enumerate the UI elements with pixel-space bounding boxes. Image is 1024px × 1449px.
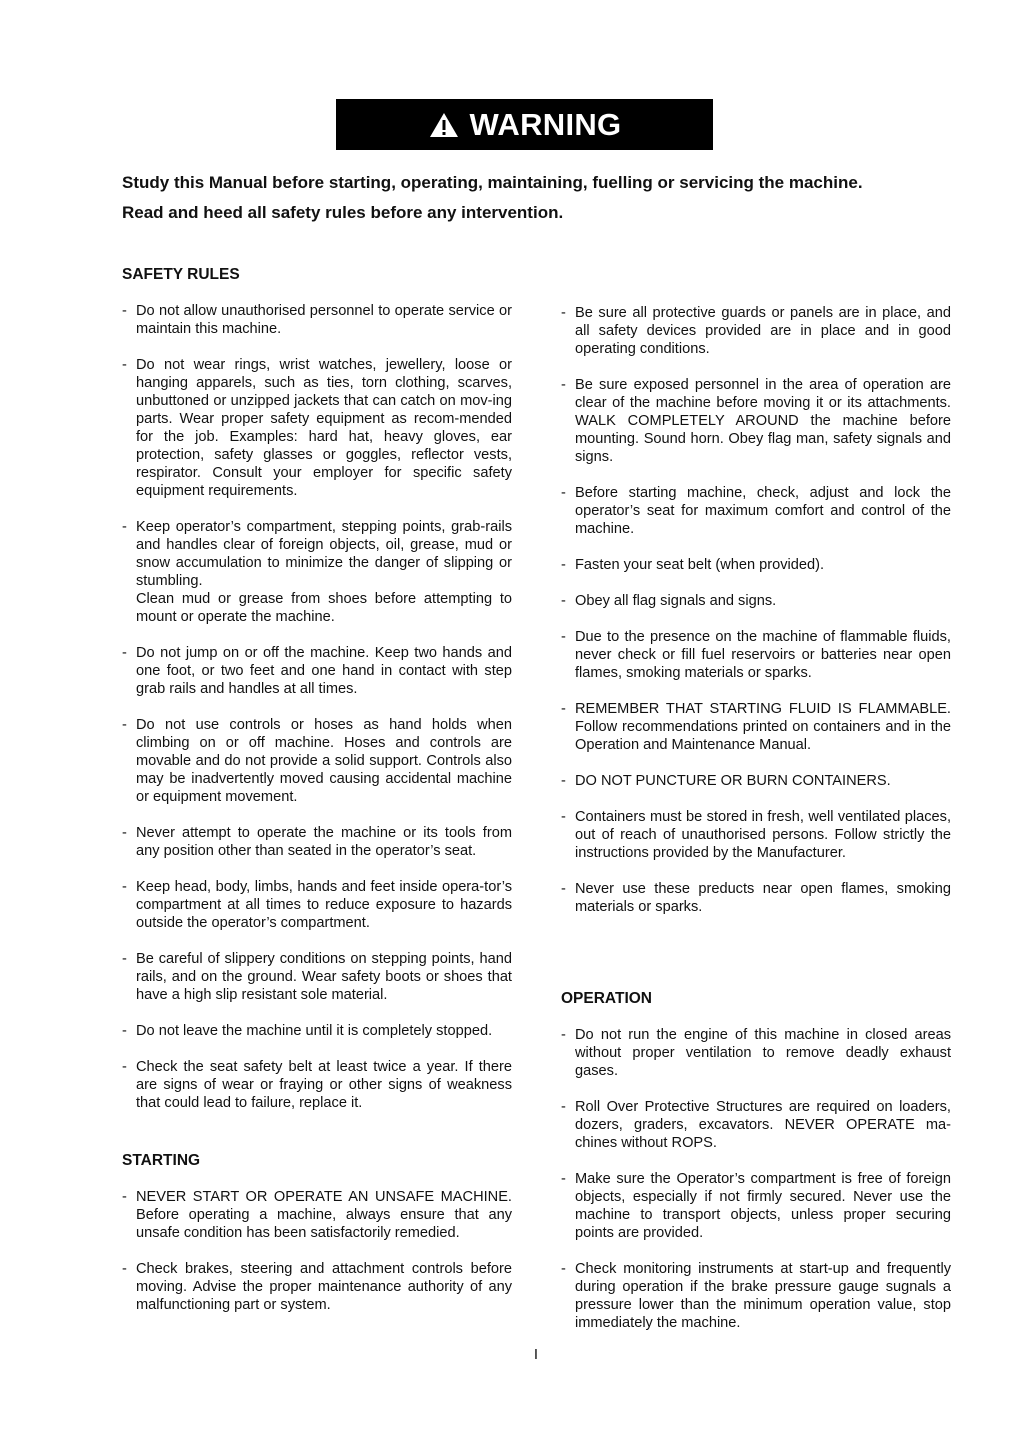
- list-item: - Never use these preducts near open flames, smoking materials or sparks.: [561, 880, 951, 916]
- list-item: - Before starting machine, check, adjust and lock the operator’s seat for maximum comfort and control of the machine.: [561, 484, 951, 538]
- list-item: - Be sure exposed personnel in the area of operation are clear of the machine before moving it or its attachments. WALK COMPLETELY AROUND the machine before mounting. Sound horn. Obey flag man, safety signals and signs.: [561, 376, 951, 466]
- list-item: - Keep head, body, limbs, hands and feet inside opera-tor’s compartment at all times to reduce exposure to hazards outside the operator’s compartment.: [122, 878, 512, 932]
- starting-heading: STARTING: [122, 1152, 201, 1169]
- list-item: - Never attempt to operate the machine or its tools from any position other than seated in the operator’s seat.: [122, 824, 512, 860]
- operation-heading: OPERATION: [561, 990, 652, 1007]
- list-item: - Check monitoring instruments at start-up and frequently during operation if the brake pressure gauge sugnals a pressure lower than the minimum operation value, stop immediately the machine.: [561, 1260, 951, 1332]
- operation-list: [561, 1026, 951, 1350]
- list-item: - Do not run the engine of this machine in closed areas without proper ventilation to remove deadly exhaust gases.: [561, 1026, 951, 1080]
- list-item: - Do not jump on or off the machine. Keep two hands and one foot, or two feet and one hand in contact with step grab rails and handles at all times.: [122, 644, 512, 698]
- list-item: - NEVER START OR OPERATE AN UNSAFE MACHINE. Before operating a machine, always ensure that any unsafe condition has been satisfactorily remedied.: [122, 1188, 512, 1242]
- list-item: - DO NOT PUNCTURE OR BURN CONTAINERS.: [561, 772, 951, 790]
- list-item: - Roll Over Protective Structures are required on loaders, dozers, graders, excavators. NEVER OPERATE ma-chines without ROPS.: [561, 1098, 951, 1152]
- list-item: - Make sure the Operator’s compartment is free of foreign objects, especially if not firmly secured. Never use the machine to transport objects, unless proper securing points are provided.: [561, 1170, 951, 1242]
- warning-title: WARNING: [469, 106, 622, 142]
- intro-line-2: Read and heed all safety rules before any intervention.: [122, 203, 564, 222]
- safety-rules-left-list: [122, 302, 512, 1130]
- list-item: - Obey all flag signals and signs.: [561, 592, 951, 610]
- list-item: - Be sure all protective guards or panels are in place, and all safety devices provided are in place and in good operating conditions.: [561, 304, 951, 358]
- list-item: - Keep operator’s compartment, stepping points, grab-rails and handles clear of foreign objects, oil, grease, mud or snow accumulation to minimize the danger of slipping or stumbling. Clean mud or grease from shoes before attempting to mount or operate the machine.: [122, 518, 512, 626]
- list-item: - Do not wear rings, wrist watches, jewellery, loose or hanging apparels, such as ties, torn clothing, scarves, unbuttoned or unzipped jackets that can catch on mov-ing parts. Wear proper safety equipment as recom-mended for the job. Examples: hard hat, heavy gloves, ear protection, safety glasses or goggles, reflector vests, respirator. Consult your employer for specific safety equipment requirements.: [122, 356, 512, 500]
- list-item: - Due to the presence on the machine of flammable fluids, never check or fill fuel reservoirs or batteries near open flames, smoking materials or sparks.: [561, 628, 951, 682]
- list-item: - Check the seat safety belt at least twice a year. If there are signs of wear or fraying or other signs of weakness that could lead to failure, replace it.: [122, 1058, 512, 1112]
- list-item: - Fasten your seat belt (when provided).: [561, 556, 951, 574]
- intro-line-1: Study this Manual before starting, operating, maintaining, fuelling or servicing the machine.: [122, 173, 863, 192]
- list-item: - Check brakes, steering and attachment controls before moving. Advise the proper maintenance authority of any malfunctioning part or system.: [122, 1260, 512, 1314]
- safety-rules-heading: SAFETY RULES: [122, 266, 240, 283]
- page-number: I: [533, 1346, 539, 1363]
- warning-triangle-icon: [428, 111, 460, 139]
- list-item: - Be careful of slippery conditions on stepping points, hand rails, and on the ground. Wear safety boots or shoes that have a high slip resistant sole material.: [122, 950, 512, 1004]
- list-item: - Do not allow unauthorised personnel to operate service or maintain this machine.: [122, 302, 512, 338]
- intro-text: [122, 168, 982, 228]
- starting-list: [122, 1188, 512, 1332]
- safety-rules-right-list: [561, 304, 951, 934]
- list-item: - Containers must be stored in fresh, well ventilated places, out of reach of unauthorised persons. Follow strictly the instructions provided by the Manufacturer.: [561, 808, 951, 862]
- list-item: - Do not leave the machine until it is completely stopped.: [122, 1022, 512, 1040]
- warning-banner: [336, 99, 713, 150]
- list-item: - Do not use controls or hoses as hand holds when climbing on or off machine. Hoses and controls are movable and do not provide a solid support. Controls also may be inadvertently moved causing accidental machine or equipment movement.: [122, 716, 512, 806]
- list-item: - REMEMBER THAT STARTING FLUID IS FLAMMABLE. Follow recommendations printed on containers and in the Operation and Maintenance Manual.: [561, 700, 951, 754]
